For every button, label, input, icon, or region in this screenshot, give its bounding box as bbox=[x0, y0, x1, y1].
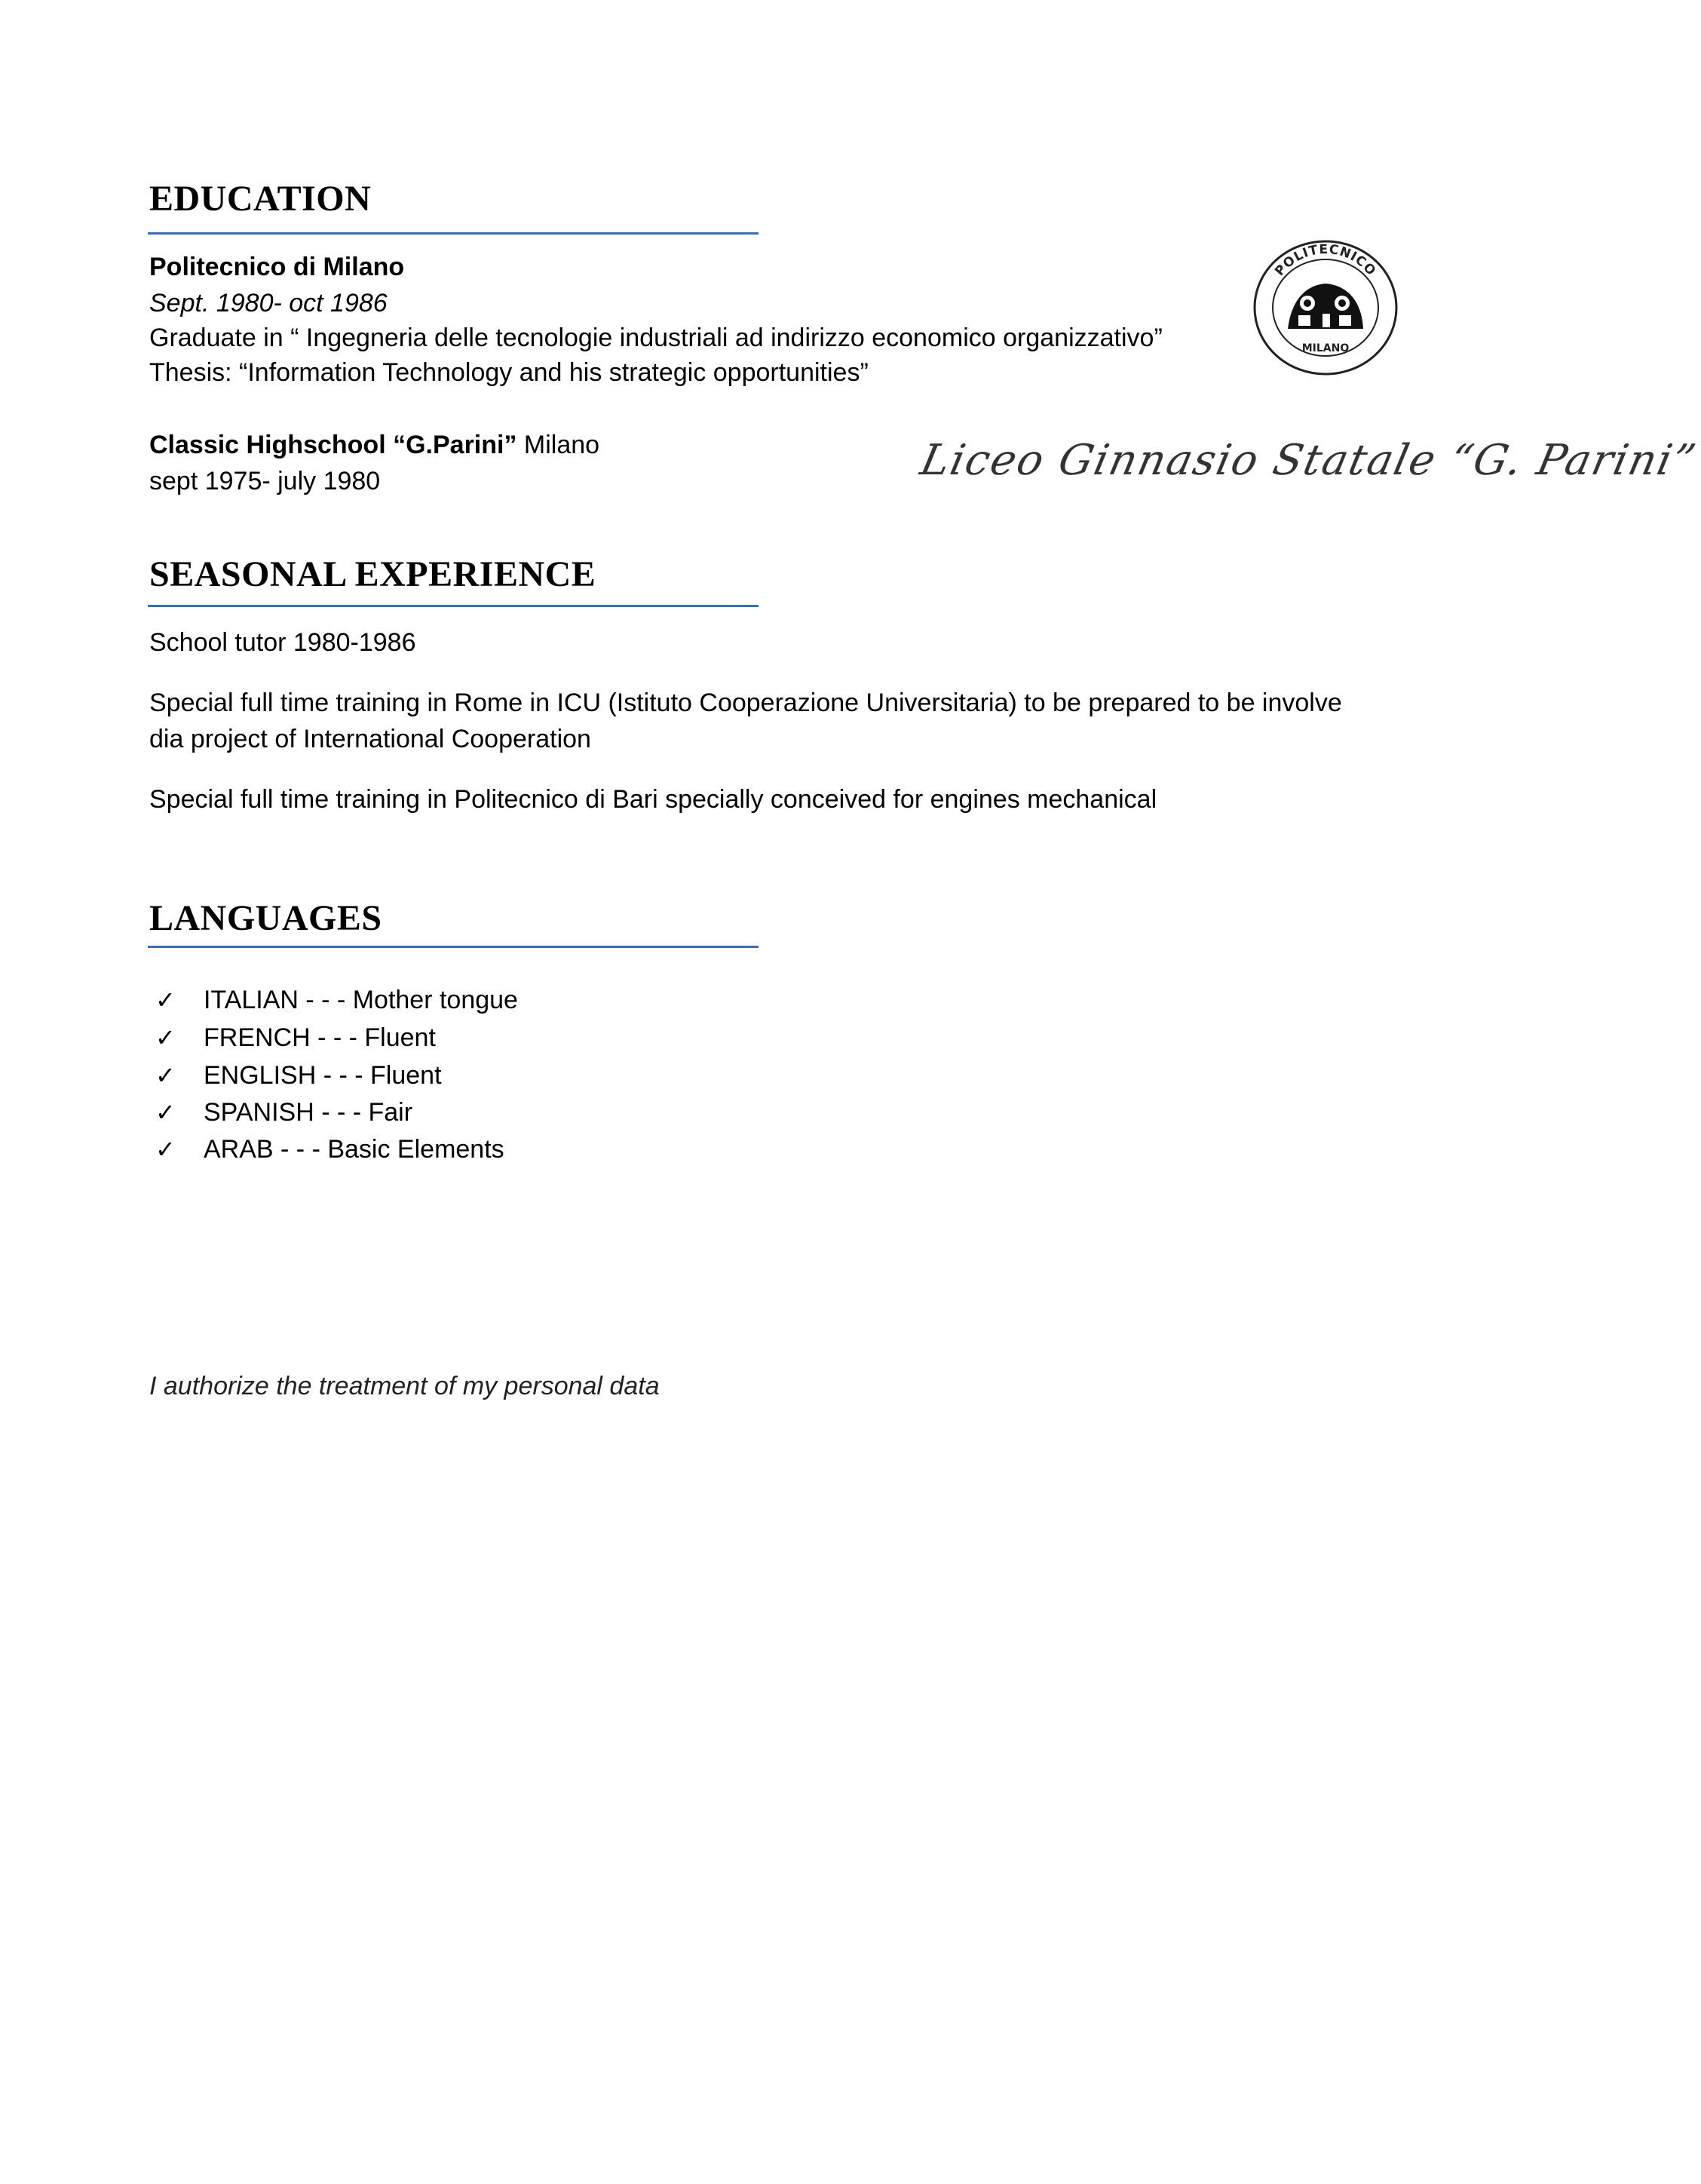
language-label: SPANISH - - - Fair bbox=[204, 1098, 413, 1127]
seasonal-item-2-line-2: dia project of International Cooperation bbox=[149, 725, 591, 753]
checkmark-icon: ✓ bbox=[155, 1023, 176, 1052]
school2-city: Milano bbox=[516, 431, 600, 459]
seasonal-item-1: School tutor 1980-1986 bbox=[149, 628, 416, 657]
languages-heading: LANGUAGES bbox=[149, 898, 382, 938]
seasonal-item-2-line-1: Special full time training in Rome in ICU (Istituto Cooperazione Universitaria) to be prepared to be involve bbox=[149, 689, 1342, 717]
seal-top-text: POLITECNICO bbox=[1272, 241, 1379, 279]
language-label: ENGLISH - - - Fluent bbox=[204, 1061, 442, 1090]
language-item bbox=[155, 982, 518, 1018]
seasonal-item-3: Special full time training in Politecnico di Bari specially conceived for engines mechanical bbox=[149, 785, 1157, 814]
language-label: ARAB - - - Basic Elements bbox=[204, 1135, 504, 1164]
language-label: FRENCH - - - Fluent bbox=[204, 1023, 436, 1052]
checkmark-icon: ✓ bbox=[155, 986, 176, 1014]
education-divider bbox=[148, 232, 759, 235]
language-label: ITALIAN - - - Mother tongue bbox=[204, 986, 518, 1014]
svg-text:POLITECNICO bbox=[1272, 242, 1378, 279]
language-item bbox=[155, 1020, 436, 1056]
school2-dates: sept 1975- july 1980 bbox=[149, 467, 381, 495]
languages-divider bbox=[148, 946, 759, 948]
language-item bbox=[155, 1057, 442, 1094]
language-item bbox=[155, 1131, 504, 1167]
education-heading: EDUCATION bbox=[149, 179, 372, 219]
school1-thesis: Thesis: “Information Technology and his strategic opportunities” bbox=[149, 358, 869, 387]
seasonal-heading: SEASONAL EXPERIENCE bbox=[149, 554, 596, 594]
school1-name: Politecnico di Milano bbox=[149, 253, 405, 281]
school2-name: Classic Highschool “G.Parini” bbox=[149, 431, 517, 459]
politecnico-seal bbox=[1250, 238, 1401, 377]
checkmark-icon: ✓ bbox=[155, 1098, 176, 1127]
seasonal-divider bbox=[148, 605, 759, 607]
language-item bbox=[155, 1094, 412, 1130]
checkmark-icon: ✓ bbox=[155, 1135, 176, 1164]
school1-degree: Graduate in “ Ingegneria delle tecnologie industriali ad indirizzo economico organizzativo” bbox=[149, 324, 1163, 352]
seal-bottom-text: MILANO bbox=[1301, 342, 1350, 354]
school1-dates: Sept. 1980- oct 1986 bbox=[149, 289, 388, 317]
parini-signature: Liceo Ginnasio Statale “G. Parini” bbox=[916, 436, 1701, 485]
checkmark-icon: ✓ bbox=[155, 1061, 176, 1090]
school2-title bbox=[149, 427, 599, 463]
authorization-statement: I authorize the treatment of my personal data bbox=[149, 1372, 660, 1400]
